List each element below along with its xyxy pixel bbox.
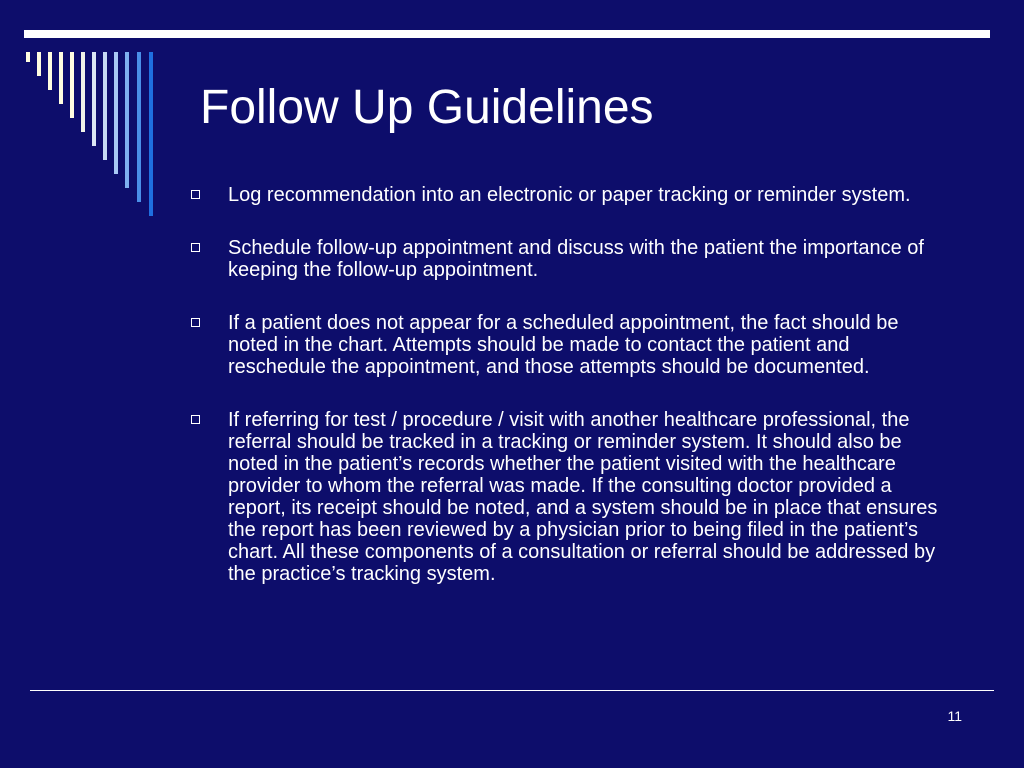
bullet-text: Schedule follow-up appointment and discuss with the patient the importance of keeping the follow-up appointment. <box>228 237 924 281</box>
stripe <box>149 52 153 216</box>
stripe <box>81 52 85 132</box>
stripe <box>92 52 96 146</box>
stripe <box>114 52 118 174</box>
stripe <box>70 52 74 118</box>
vertical-stripes-decoration <box>0 0 200 220</box>
bullet-text: If a patient does not appear for a scheduled appointment, the fact should be noted in the chart. Attempts should be made to contact the patient and reschedule the appointment, and those attempts should be documented. <box>228 312 899 378</box>
bullet-list <box>190 184 950 616</box>
hollow-square-bullet-icon <box>191 415 200 424</box>
bullet-item <box>190 409 950 585</box>
bullet-item <box>190 312 950 378</box>
stripe <box>37 52 41 76</box>
stripe <box>26 52 30 62</box>
stripe <box>59 52 63 104</box>
bottom-rule <box>30 690 994 691</box>
hollow-square-bullet-icon <box>191 243 200 252</box>
bullet-item <box>190 184 950 206</box>
bullet-item <box>190 237 950 281</box>
slide-title: Follow Up Guidelines <box>200 81 654 134</box>
stripe <box>137 52 141 202</box>
stripe <box>125 52 129 188</box>
page-number: 11 <box>947 708 962 724</box>
stripe <box>103 52 107 160</box>
bullet-text: If referring for test / procedure / visit with another healthcare professional, the referral should be tracked in a tracking or reminder system. It should also be noted in the patient’s records whether the patient visited with the healthcare provider to whom the referral was made. If the consulting doctor provided a report, its receipt should be noted, and a system should be in place that ensures the report has been reviewed by a physician prior to being filed in the patient’s chart. All these components of a consultation or referral should be addressed by the practice’s tracking system. <box>228 409 938 585</box>
bullet-text: Log recommendation into an electronic or paper tracking or reminder system. <box>228 184 911 206</box>
hollow-square-bullet-icon <box>191 190 200 199</box>
hollow-square-bullet-icon <box>191 318 200 327</box>
stripe <box>48 52 52 90</box>
